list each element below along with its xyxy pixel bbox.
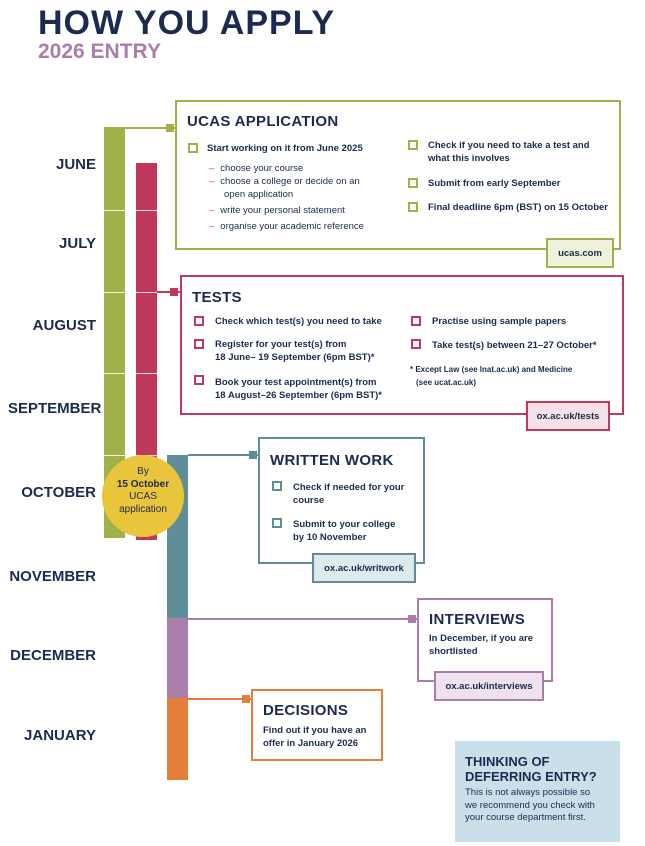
ucas-title: UCAS APPLICATION xyxy=(187,113,339,130)
written-work-title: WRITTEN WORK xyxy=(270,452,394,469)
ucas-step: open application xyxy=(224,189,294,200)
badge-line-3: UCAS xyxy=(129,491,157,502)
month-june: JUNE xyxy=(55,156,96,173)
ucas-check-test-2: what this involves xyxy=(428,153,510,164)
interviews-title: INTERVIEWS xyxy=(429,611,526,628)
tests-note-2: (see ucat.ac.uk) xyxy=(416,378,477,387)
month-october: OCTOBER xyxy=(21,484,96,501)
checkbox-icon xyxy=(411,316,421,326)
tests-card xyxy=(180,275,624,415)
tests-practise: Practise using sample papers xyxy=(432,316,567,327)
decisions-timeline-bar xyxy=(167,698,188,780)
interviews-connector-dot xyxy=(408,615,416,623)
checkbox-icon xyxy=(194,375,204,385)
month-tick xyxy=(104,210,157,211)
tests-title: TESTS xyxy=(192,289,242,306)
badge-line-2: 15 October xyxy=(116,478,170,490)
tests-check: Check which test(s) you need to take xyxy=(215,316,382,327)
checkbox-icon xyxy=(194,316,204,326)
decisions-line-1: Find out if you have an xyxy=(263,725,367,736)
ucas-deadline-badge xyxy=(102,455,184,537)
checkbox-icon xyxy=(272,518,282,528)
ucas-start: Start working on it from June 2025 xyxy=(207,143,363,154)
checkbox-icon xyxy=(408,202,418,212)
written-work-connector-dot xyxy=(249,451,257,459)
checkbox-icon xyxy=(194,339,204,349)
ucas-submit: Submit from early September xyxy=(428,178,561,189)
deferring-title-2: DEFERRING ENTRY? xyxy=(465,769,597,784)
deferring-body-2: we recommend you check with xyxy=(465,799,595,811)
checkbox-icon xyxy=(272,481,282,491)
tests-book-2: 18 August–26 September (6pm BST)* xyxy=(215,390,382,401)
tests-register-1: Register for your test(s) from xyxy=(215,339,347,350)
page-subtitle: 2026 ENTRY xyxy=(38,40,161,63)
page-title: HOW YOU APPLY xyxy=(38,4,336,42)
interviews-card xyxy=(417,598,553,682)
decisions-card xyxy=(251,689,383,761)
deferring-title-1: THINKING OF xyxy=(465,754,550,769)
badge-line-1: By xyxy=(137,466,149,477)
written-check-2: course xyxy=(293,495,325,506)
written-check-1: Check if needed for your xyxy=(293,482,405,493)
tests-take: Take test(s) between 21–27 October* xyxy=(432,340,597,351)
dash-icon: – xyxy=(209,176,215,187)
checkbox-icon xyxy=(408,140,418,150)
ucas-link[interactable]: ucas.com xyxy=(546,238,614,268)
written-submit-2: by 10 November xyxy=(293,532,367,543)
month-tick xyxy=(104,292,157,293)
month-tick xyxy=(104,373,157,374)
deferring-box xyxy=(455,741,620,842)
deferring-body-1: This is not always possible so xyxy=(465,787,591,798)
month-november: NOVEMBER xyxy=(9,568,96,585)
interviews-link[interactable]: ox.ac.uk/interviews xyxy=(434,671,544,701)
checkbox-icon xyxy=(188,143,198,153)
checkbox-icon xyxy=(408,178,418,188)
ucas-step: organise your academic reference xyxy=(220,221,364,232)
interviews-timeline-bar xyxy=(167,618,188,698)
ucas-step: write your personal statement xyxy=(220,205,345,216)
written-work-card xyxy=(258,437,425,564)
tests-link[interactable]: ox.ac.uk/tests xyxy=(526,401,610,431)
written-work-connector xyxy=(188,454,258,456)
dash-icon: – xyxy=(209,205,215,216)
deferring-body-3: your course department first. xyxy=(465,812,586,823)
tests-book-1: Book your test appointment(s) from xyxy=(215,377,377,388)
checkbox-icon xyxy=(411,339,421,349)
written-work-link[interactable]: ox.ac.uk/writwork xyxy=(312,553,416,583)
ucas-step: choose your course xyxy=(220,163,304,174)
month-august: AUGUST xyxy=(32,317,96,334)
written-submit-1: Submit to your college xyxy=(293,519,396,530)
ucas-step: choose a college or decide on an xyxy=(220,176,360,187)
tests-register-2: 18 June– 19 September (6pm BST)* xyxy=(215,352,375,363)
month-january: JANUARY xyxy=(24,727,96,744)
ucas-connector-dot xyxy=(166,124,174,132)
badge-line-4: application xyxy=(119,503,167,515)
decisions-line-2: offer in January 2026 xyxy=(263,738,359,749)
tests-note-1: * Except Law (see lnat.ac.uk) and Medicine xyxy=(410,365,573,374)
interviews-connector xyxy=(188,618,417,620)
tests-connector-dot xyxy=(170,288,178,296)
decisions-connector-dot xyxy=(242,695,250,703)
ucas-card xyxy=(175,100,621,250)
ucas-check-test: Check if you need to take a test and xyxy=(428,140,590,151)
month-july: JULY xyxy=(59,235,96,252)
dash-icon: – xyxy=(209,163,215,174)
decisions-title: DECISIONS xyxy=(263,702,349,719)
dash-icon: – xyxy=(209,221,215,232)
ucas-deadline: Final deadline 6pm (BST) on 15 October xyxy=(428,202,608,213)
month-september: SEPTEMBER xyxy=(8,400,102,417)
month-december: DECEMBER xyxy=(10,647,96,664)
interviews-line-2: shortlisted xyxy=(429,646,478,657)
interviews-line-1: In December, if you are xyxy=(429,633,534,644)
